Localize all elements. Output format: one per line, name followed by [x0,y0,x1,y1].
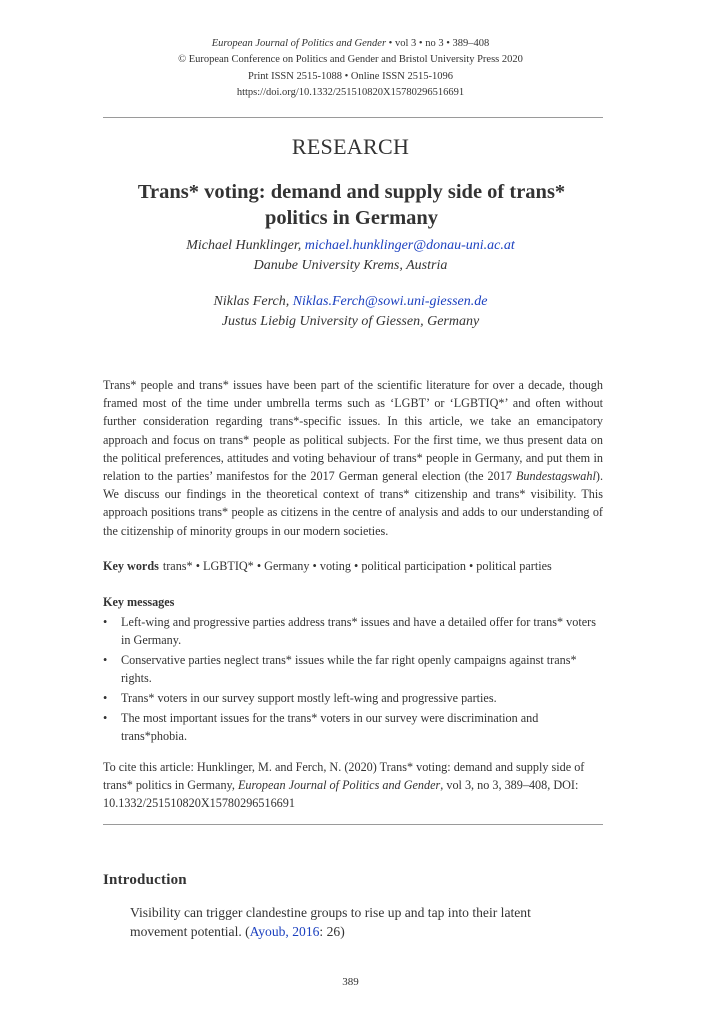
keywords-text: trans* • LGBTIQ* • Germany • voting • political participation • political parties [162,559,552,573]
quote-text: Visibility can trigger clandestine groups to rise up and tap into their latent movement potential. ( [130,905,531,939]
keywords-label: Key words [103,559,159,573]
keywords [103,559,613,574]
key-message-text: Conservative parties neglect trans* issues while the far right openly campaigns against trans* rights. [121,653,577,685]
author-2-email-link[interactable]: Niklas.Ferch@sowi.uni-giessen.de [292,294,488,309]
article-title-line-2: politics in Germany [264,207,439,229]
citation-divider [103,824,603,825]
journal-header [0,36,701,102]
author-1 [0,236,701,276]
author-1-email-link[interactable]: michael.hunklinger@donau-uni.ac.at [304,238,515,253]
citation-text-2: , vol 3, no 3, 389–408, DOI: 10.1332/251510820X15780296516691 [103,778,579,811]
journal-citation-line [0,36,701,52]
bullet: • [103,653,108,667]
citation [103,758,603,813]
bullet: • [103,691,108,705]
author-2-affiliation: Justus Liebig University of Giessen, Germany [221,314,480,329]
article-title-line-1: Trans* voting: demand and supply side of trans* [137,181,566,203]
citation-journal: European Journal of Politics and Gender [237,778,441,793]
bullet: • [103,615,108,629]
author-2 [0,292,701,332]
list-item [103,613,603,649]
key-messages-title: Key messages [103,595,175,609]
copyright-line: © European Conference on Politics and Gender and Bristol University Press 2020 [178,54,523,66]
epigraph-quote [130,903,590,941]
abstract-italic-term: Bundestagswahl [515,469,596,484]
doi-link[interactable]: https://doi.org/10.1332/251510820X15780296516691 [236,87,465,99]
article-title [100,179,603,231]
key-message-text: Trans* voters in our survey support mostly left-wing and progressive parties. [121,691,497,705]
citation-text-1: To cite this article: Hunklinger, M. and Ferch, N. (2020) Trans* voting: demand and supply side of trans* politics in Germany, [103,760,585,793]
header-divider [103,117,603,118]
issn-line: Print ISSN 2515-1088 • Online ISSN 2515-1096 [248,70,453,82]
abstract [103,376,603,540]
volume-info: • vol 3 • no 3 • 389–408 [386,38,490,49]
introduction-heading: Introduction [103,872,187,888]
list-item [103,709,603,745]
author-1-affiliation: Danube University Krems, Austria [253,258,448,273]
author-1-name: Michael Hunklinger, [186,238,302,253]
abstract-text-1: Trans* people and trans* issues have been part of the scientific literature for over a decade, though framed most of the time under umbrella terms such as ‘LGBT’ or ‘LGBTIQ*’ and often without further consideration regarding trans*-specific issues. In this article, we take an emancipatory approach and focus on trans* people as political subjects. For the first time, we thus present data on the political preferences, attitudes and voting behaviour of trans* people in Germany, and put them in relation to the parties’ manifestos for the 2017 German general election (the 2017 [103,378,603,484]
key-message-text: Left-wing and progressive parties address trans* issues and have a detailed offer for trans* voters in Germany. [121,615,596,647]
section-heading: RESEARCH [291,134,410,159]
key-message-text: The most important issues for the trans* voters in our survey were discrimination and trans*phobia. [121,711,539,743]
abstract-text-2: ). We discuss our findings in the theoretical context of trans* citizenship and trans* visibility. This approach positions trans* people as citizens in the centre of analysis and adds to our understanding of the citizenship of minority groups in our modern societies. [103,469,603,538]
page-number: 389 [342,976,359,988]
list-item [103,689,603,707]
key-messages-list [103,613,603,747]
journal-name: European Journal of Politics and Gender [211,38,387,49]
list-item [103,651,603,687]
quote-reference-link[interactable]: Ayoub, 2016 [249,924,320,939]
bullet: • [103,711,108,725]
quote-page-ref: : 26) [319,924,345,939]
author-2-name: Niklas Ferch, [213,294,290,309]
